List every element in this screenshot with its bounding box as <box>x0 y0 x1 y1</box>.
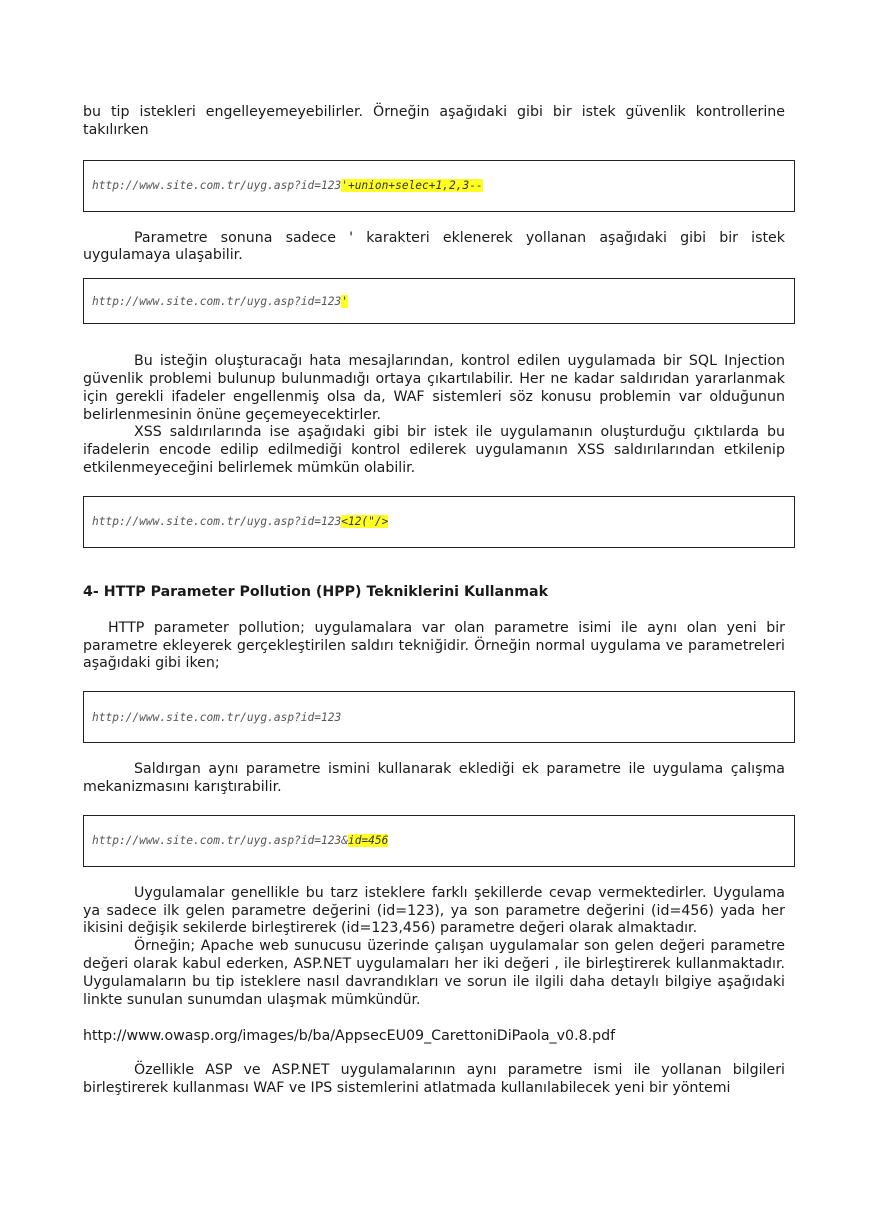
code-url: http://www.site.com.tr/uyg.asp?id=123 <box>92 179 342 193</box>
code-highlight: <12("/> <box>341 515 389 529</box>
section-heading: 4- HTTP Parameter Pollution (HPP) Tekniklerini Kullanmak <box>83 583 549 600</box>
code-box-sql-union <box>83 160 795 212</box>
document-page <box>83 104 785 1098</box>
code-highlight: '+union+selec+1,2,3-- <box>341 179 483 193</box>
code-url: http://www.site.com.tr/uyg.asp?id=123& <box>92 834 348 848</box>
paragraph-apache-aspnet: Örneğin; Apache web sunucusu üzerinde çalışan uygulamalar son gelen değeri parametre değeri olarak kabul ederken, ASP.NET uygulamaları her iki değeri , ile birleştirerek kullanmaktadır. Uygulamaların bu tip isteklere nasıl davrandıkları ve sorun ile ilgili daha detaylı bilgiye aşağıdaki linkte sunulan sunumdan ulaşmak mümkündür. <box>83 938 785 1008</box>
code-highlight: ' <box>341 294 348 308</box>
code-highlight: id=456 <box>347 834 389 848</box>
paragraph-hpp-definition: HTTP parameter pollution; uygulamalara var olan parametre isimi ile aynı olan yeni bir parametre ekleyerek gerçekleştirilen saldırı tekniğidir. Örneğin normal uygulama ve parametreleri aşağıdaki gibi iken; <box>83 619 785 672</box>
code-url: http://www.site.com.tr/uyg.asp?id=123 <box>92 515 342 529</box>
paragraph-responses: Uygulamalar genellikle bu tarz isteklere farklı şekillerde cevap vermektedirler. Uygulama ya sadece ilk gelen parametre değerini (id=123), ya son parametre değerini (id=456) yada her ikisini değişik sekilerde birleştirerek (id=123,456) parametre değeri olarak almaktadır. <box>83 884 785 937</box>
paragraph-sql-error: Bu isteğin oluşturacağı hata mesajlarından, kontrol edilen uygulamada bir SQL Injection güvenlik problemi bulunup bulunmadığı ortaya çıkartılabilir. Her ne kadar saldırıdan yararlanmak için gerekli ifadeler engellenmiş olsa da, WAF sistemleri söz konusu problemin var olduğunun belirlenmesinin önüne geçemeyecektirler. <box>83 353 785 423</box>
code-box-hpp <box>83 815 795 867</box>
paragraph-attacker: Saldırgan aynı parametre ismini kullanarak eklediği ek parametre ile uygulama çalışma mekanizmasını karıştırabilir. <box>83 761 785 795</box>
code-url: http://www.site.com.tr/uyg.asp?id=123 <box>92 294 342 308</box>
paragraph-quote-char: Parametre sonuna sadece ' karakteri eklenerek yollanan aşağıdaki gibi bir istek uygulamaya ulaşabilir. <box>83 229 785 264</box>
code-url: http://www.site.com.tr/uyg.asp?id=123 <box>92 710 342 724</box>
paragraph-asp-conclusion: Özellikle ASP ve ASP.NET uygulamalarının aynı parametre ismi ile yollanan bilgileri birleştirerek kullanması WAF ve IPS sistemlerini atlatmada kullanılabilecek yeni bir yöntemi <box>83 1062 785 1097</box>
code-box-xss <box>83 496 795 548</box>
reference-link[interactable]: http://www.owasp.org/images/b/ba/AppsecEU09_CarettoniDiPaola_v0.8.pdf <box>83 1028 616 1045</box>
paragraph-intro: bu tip istekleri engelleyemeyebilirler. Örneğin aşağıdaki gibi bir istek güvenlik kontrollerine takılırken <box>83 104 785 138</box>
paragraph-xss: XSS saldırılarında ise aşağıdaki gibi bir istek ile uygulamanın oluşturduğu çıktılarda bu ifadelerin encode edilip edilmediği kontrol edilerek uygulamanın XSS saldırılarından etkilenip etkilenmeyeceğini belirlemek mümkün olabilir. <box>83 424 785 476</box>
code-box-quote <box>83 278 795 324</box>
code-box-normal <box>83 691 795 743</box>
